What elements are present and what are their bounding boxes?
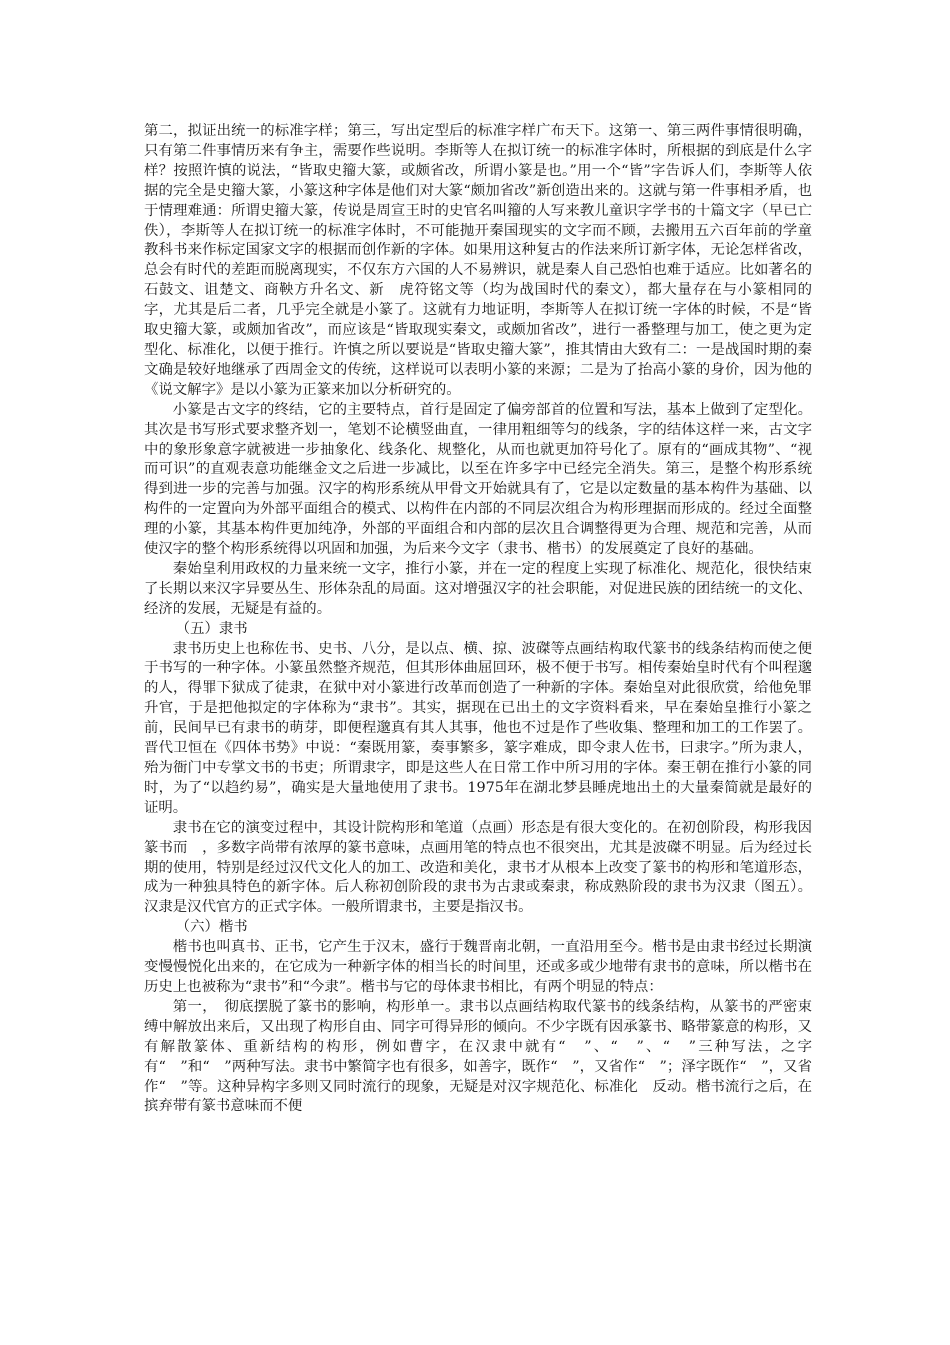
paragraph-kaishu-feature-one: 第一， 彻底摆脱了篆书的影响，构形单一。隶书以点画结构取代篆书的线条结构，从篆书的严密束缚中解放出来后，又出现了构形自由、同字可得异形的倾向。不少字既有因承篆书、略带篆意的构形，又有解散篆体、重新结构的构形，例如曹字，在汉隶中就有“ ”、“ ”、“ ”三种写法，之字有“ ”和“ ”两种写法。隶书中繁简字也有很多，如善字，既作“ ”，又省作“ ”；泽字既作“ ”，又省作“ ”等。这种异构字多则又同时流行的现象，无疑是对汉字规范化、标准化 反动。楷书流行之后，在摈弃带有篆书意味而不便 <box>144 998 812 1115</box>
document-page <box>144 122 812 1117</box>
section-heading-kaishu: （六）楷书 <box>175 919 248 936</box>
paragraph-qin-unification: 秦始皇利用政权的力量来统一文字，推行小篆，并在一定的程度上实现了标准化、规范化，很快结束了长期以来汉字异要丛生、形体杂乱的局面。这对增强汉字的社会职能，对促进民族的团结统一的文化、经济的发展，无疑是有益的。 <box>144 560 812 617</box>
section-heading-lishu: （五）隶书 <box>175 620 248 637</box>
paragraph-lishu-history: 隶书历史上也称佐书、史书、八分，是以点、横、掠、波磔等点画结构取代篆书的线条结构而使之便于书写的一种字体。小篆虽然整齐规范，但其形体曲屈回环，极不便于书写。相传秦始皇时代有个叫程邈的人，得罪下狱成了徒隶，在狱中对小篆进行改革而创造了一种新的字体。秦始皇对此很欣赏，给他免罪升官，于是把他拟定的字体称为“隶书”。其实，据现在已出土的文字资料看来，早在秦始皇推行小篆之前，民间早已有隶书的萌芽，即便程邈真有其人其事，他也不过是作了些收集、整理和加工的工作罢了。晋代卫恒在《四体书势》中说：“秦既用篆，奏事繁多，篆字难成，即令隶人佐书，曰隶字。”所为隶人，殆为衙门中专掌文书的书吏；所谓隶字，即是这些人在日常工作中所习用的字体。秦王朝在推行小篆的同时，为了“以趋约易”，确实是大量地使用了隶书。1975年在湖北梦县睡虎地出土的大量秦简就是最好的证明。 <box>144 640 812 816</box>
paragraph-continuation: 第二，拟证出统一的标准字样；第三，写出定型后的标准字样广布天下。这第一、第三两件事情很明确，只有第二件事情历来有争主，需要作些说明。李斯等人在拟订统一的标准字体时，所根据的到底是什么字样？按照许慎的说法，“皆取史籀大篆，或颇省改，所谓小篆是也。”用一个“皆”字告诉人们，李斯等人依据的完全是史籀大篆，小篆这种字体是他们对大篆“颇加省改”新创造出来的。这就与第一件事相矛盾，也于情理难通：所谓史籀大篆，传说是周宣王时的史官名叫籀的人写来教儿童识字学书的十篇文字（早已亡佚），李斯等人在拟订统一的标准字体时，不可能抛开秦国现实的文字而不顾，去搬用五六百年前的学童教科书来作标定国家文字的根据而创作新的字体。如果用这种复古的作法来所订新字体，无论怎样省改，总会有时代的差距而脱离现实，不仅东方六国的人不易辨识，就是秦人自己恐怕也难于适应。比如著名的石鼓文、诅楚文、商鞅方升名文、新 虎符铭文等（均为战国时代的秦文），都大量存在与小篆相同的字，尤其是后二者，几乎完全就是小篆了。这就有力地证明，李斯等人在拟订统一字体的时候，不是“皆取史籀大篆，或颇加省改”，而应该是“皆取现实秦文，或颇加省改”，进行一番整理与加工，使之更为定型化、标准化，以便于推行。许慎之所以要说是“皆取史籀大篆”，推其情由大致有二：一是战国时期的秦文确是较好地继承了西周金文的传统，这样说可以表明小篆的来源；二是为了抬高小篆的身价，因为他的《说文解字》是以小篆为正篆来加以分析研究的。 <box>144 123 812 398</box>
paragraph-xiaozhuan: 小篆是古文字的终结，它的主要特点，首行是固定了偏旁部首的位置和写法，基本上做到了定型化。其次是书写形式要求整齐划一，笔划不论横竖曲直，一律用粗细等匀的线条，字的结体这样一来，古文字中的象形象意字就被进一步抽象化、线条化、规整化，从而也就更加符号化了。原有的“画成其物”、“视而可识”的直观表意功能继金文之后进一步减比，以至在许多字中已经完全消失。第三，是整个构形系统得到进一步的完善与加强。汉字的构形系统从甲骨文开始就具有了，它是以定数量的基本构件为基础、以构件的一定置向为外部平面组合的模式、以构件在内部的不同层次组合为构形理据而形成的。经过全面整理的小篆，其基本构件更加纯净，外部的平面组合和内部的层次且合调整得更为合理、规范和完善，从而使汉字的整个构形系统得以巩固和加强，为后来今文字（隶书、楷书）的发展奠定了良好的基础。 <box>144 401 812 558</box>
paragraph-kaishu-intro: 楷书也叫真书、正书，它产生于汉末，盛行于魏晋南北朝，一直沿用至今。楷书是由隶书经过长期演变慢慢悦化出来的，在它成为一种新字体的相当长的时间里，还或多或少地带有隶书的意味，所以楷书在历史上也被称为“隶书”和“今隶”。楷书与它的母体隶书相比，有两个明显的特点： <box>144 939 812 995</box>
paragraph-lishu-evolution: 隶书在它的演变过程中，其设计院构形和笔道（点画）形态是有很大变化的。在初创阶段，构形我因篆书而 ，多数字尚带有浓厚的篆书意味，点画用笔的特点也不很突出，尤其是波磔不明显。后为经过长期的使用，特别是经过汉代文化人的加工、改造和美化，隶书才从根本上改变了篆书的构形和笔道形态，成为一种独具特色的新字体。后人称初创阶段的隶书为古隶或秦隶，称成熟阶段的隶书为汉隶（图五）。汉隶是汉代官方的正式字体。一般所谓隶书，主要是指汉书。 <box>144 819 812 916</box>
